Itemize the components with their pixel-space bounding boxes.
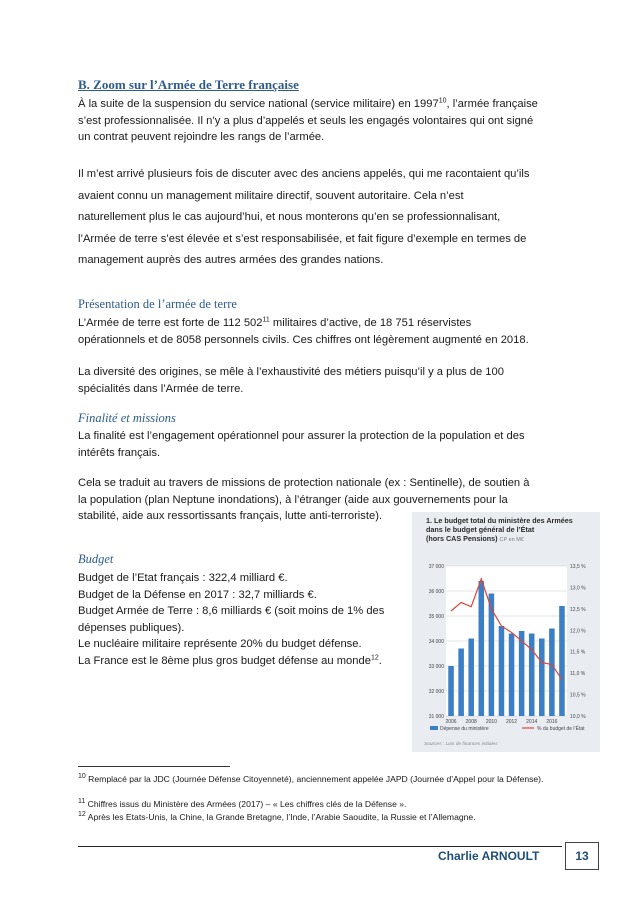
x-tick-label: 2012 bbox=[505, 719, 518, 725]
budget-line: Budget de la Défense en 2017 : 32,7 milliards €. bbox=[78, 588, 317, 601]
footnote-12: $^{12}$ Après les Etats-Unis, la Chine, la Grande Bretagne, l’Inde, l’Arabie Saoudite, la Russie et l’Allemagne. bbox=[78, 811, 476, 822]
y2-tick-label: 12,0 % bbox=[570, 628, 586, 635]
y2-tick-label: 10,0 % bbox=[570, 714, 586, 720]
chart-units-note: CP en M€ bbox=[499, 537, 524, 544]
anecdote-line: l’Armée de terre s’est élevée et s’est responsabilisée, et fait figure d’exemple en termes de bbox=[78, 232, 527, 245]
budget-chart bbox=[412, 512, 600, 752]
y2-tick-label: 11,5 % bbox=[570, 649, 586, 656]
budget-heading: Budget bbox=[78, 552, 114, 566]
x-tick-label: 2010 bbox=[485, 719, 497, 725]
anecdote-line: management auprès des autres armées des grandes nations. bbox=[78, 254, 384, 266]
page-number: 13 bbox=[565, 842, 599, 870]
chart-title-line: 1. Le budget total du ministère des Armées bbox=[426, 516, 573, 525]
y2-tick-label: 13,5 % bbox=[570, 564, 586, 570]
footnote-11: $^{11}$ Chiffres issus du Ministère des Armées (2017) – « Les chiffres clés de la Défense ». bbox=[78, 798, 407, 809]
y-tick-label: 34 000 bbox=[428, 639, 444, 645]
footer-author: Charlie ARNOULT bbox=[438, 849, 540, 863]
anecdote-line: naturellement plus le cas aujourd’hui, et nous monterons qu’en se professionnalisant, bbox=[78, 211, 501, 223]
anecdote-paragraph bbox=[78, 164, 562, 272]
bar bbox=[458, 649, 464, 717]
bar bbox=[539, 639, 545, 717]
intro-line: un contrat peuvent rejoindre les rangs de l’armée. bbox=[78, 131, 325, 143]
finalite-line: La finalité est l’engagement opérationnel pour assurer la protection de la population et des bbox=[78, 430, 525, 442]
finalite-line: stabilité, aide aux ressortissants français, lutte anti-terroriste). bbox=[78, 510, 383, 522]
footnote-ref[interactable]: 12 bbox=[370, 653, 379, 661]
y-tick-label: 31 000 bbox=[428, 714, 444, 720]
x-tick-label: 2016 bbox=[546, 719, 558, 725]
finalite-heading: Finalité et missions bbox=[78, 411, 176, 425]
bar bbox=[468, 639, 474, 717]
presentation-paragraph-1 bbox=[78, 315, 562, 348]
finalite-paragraph-1 bbox=[78, 428, 562, 461]
chart-source: Sources : Lois de finances initiales bbox=[424, 742, 498, 747]
bar bbox=[499, 626, 505, 716]
bar bbox=[559, 606, 565, 716]
y-tick-label: 33 000 bbox=[428, 664, 444, 670]
chart-title-line: (hors CAS Pensions) CP en M€ bbox=[426, 534, 524, 544]
x-tick-label: 2006 bbox=[445, 719, 457, 725]
footnote-ref[interactable]: 10 bbox=[438, 97, 447, 105]
section-title: B. Zoom sur l’Armée de Terre française bbox=[78, 77, 299, 92]
finalite-line: intérêts français. bbox=[78, 446, 161, 459]
chart-title-line: dans le budget général de l’État bbox=[426, 525, 535, 535]
y-tick-label: 32 000 bbox=[428, 689, 444, 695]
y2-tick-label: 12,5 % bbox=[570, 606, 586, 613]
bar bbox=[519, 631, 525, 716]
presentation-paragraph-2 bbox=[78, 364, 562, 397]
legend-label: % du budget de l’État bbox=[537, 726, 585, 732]
budget-chart-figure bbox=[412, 512, 600, 752]
presentation-line: spécialités dans l’Armée de terre. bbox=[78, 382, 244, 395]
finalite-line: Cela se traduit au travers de missions de protection nationale (ex : Sentinelle), de soutien à bbox=[78, 477, 530, 489]
y-tick-label: 37 000 bbox=[428, 564, 444, 570]
budget-list bbox=[78, 570, 408, 669]
intro-line: À la suite de la suspension du service national (service militaire) en 1997$^{10}$, l’armée française bbox=[78, 97, 538, 110]
y2-tick-label: 13,0 % bbox=[570, 585, 586, 592]
bar bbox=[448, 666, 454, 716]
y2-tick-label: 11,0 % bbox=[570, 671, 586, 678]
budget-line: Budget Armée de Terre : 8,6 milliards € (soit moins de 1% des bbox=[78, 605, 385, 617]
footer-rule bbox=[78, 846, 562, 847]
presentation-line: La diversité des origines, se mêle à l’exhaustivité des métiers puisqu’il y a plus de 100 bbox=[78, 366, 504, 378]
x-tick-label: 2014 bbox=[526, 719, 538, 725]
legend-label: Dépense du ministère bbox=[440, 726, 489, 732]
y2-tick-label: 10,5 % bbox=[570, 692, 586, 699]
budget-line: Le nucléaire militaire représente 20% du budget défense. bbox=[78, 638, 362, 650]
anecdote-line: avaient connu un management militaire directif, souvent autoritaire. Cela n’est bbox=[78, 189, 464, 202]
y-tick-label: 35 000 bbox=[428, 614, 444, 620]
presentation-line: opérationnels et de 8058 personnels civils. Ces chiffres ont légèrement augmenté en 2018. bbox=[78, 333, 529, 346]
finalite-line: la population (plan Neptune inondations), à l’étranger (aide aux gouvernements pour la bbox=[78, 493, 508, 506]
intro-line: s’est professionnalisée. Il n’y a plus d’appelés et seuls les engagés volontaires qui ont signé bbox=[78, 114, 534, 127]
bar bbox=[549, 629, 555, 717]
budget-line: Budget de l’Etat français : 322,4 milliard €. bbox=[78, 572, 288, 584]
footnote-rule bbox=[78, 766, 230, 767]
bar bbox=[529, 634, 535, 717]
presentation-heading: Présentation de l’armée de terre bbox=[78, 297, 237, 311]
bar bbox=[509, 634, 515, 717]
x-tick-label: 2008 bbox=[465, 719, 477, 725]
bar bbox=[479, 581, 485, 716]
budget-line: dépenses publiques). bbox=[78, 621, 185, 634]
y-tick-label: 36 000 bbox=[428, 589, 444, 595]
anecdote-line: Il m’est arrivé plusieurs fois de discuter avec des anciens appelés, qui me racontaient qu’ils bbox=[78, 168, 530, 180]
legend-swatch-bars bbox=[430, 726, 438, 730]
footnote-ref[interactable]: 11 bbox=[262, 316, 270, 324]
budget-line: La France est le 8ème plus gros budget défense au monde$^{12}$. bbox=[78, 653, 382, 667]
intro-paragraph bbox=[78, 96, 562, 146]
footnote-10: $^{10}$ Remplacé par la JDC (Journée Défense Citoyenneté), anciennement appelée JAPD (Journée d’Appel pour la Défense). bbox=[78, 773, 544, 784]
presentation-line: L’Armée de terre est forte de 112 $502^{11}$ militaires d’active, de 18 751 réservistes bbox=[78, 316, 472, 329]
